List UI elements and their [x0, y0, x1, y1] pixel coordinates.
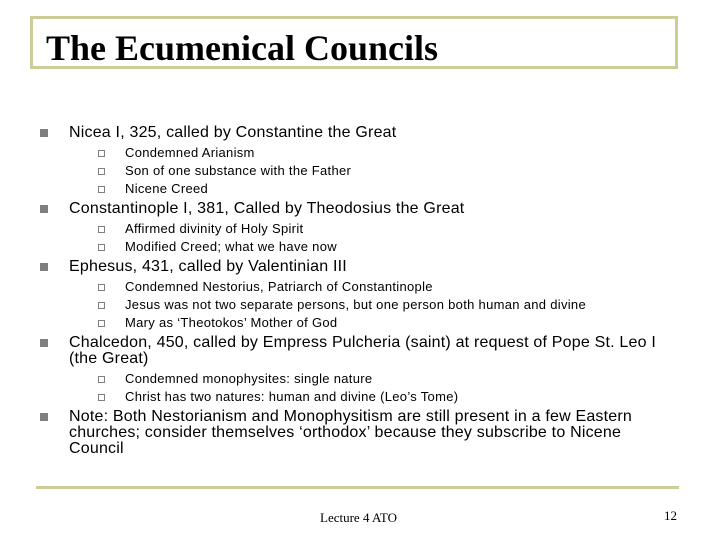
- sub-item-text: Son of one substance with the Father: [125, 163, 352, 178]
- bullet-item-constantinople: [40, 201, 680, 256]
- square-bullet-icon: [40, 263, 48, 271]
- slide-body: [40, 125, 680, 457]
- bullet-text: Chalcedon, 450, called by Empress Pulcheria (saint) at request of Pope St. Leo I (the Great): [69, 334, 656, 367]
- bullet-item-chalcedon: [40, 335, 669, 406]
- hollow-square-bullet-icon: [98, 394, 105, 401]
- hollow-square-bullet-icon: [98, 186, 105, 193]
- sub-item-text: Jesus was not two separate persons, but one person both human and divine: [125, 297, 586, 312]
- hollow-square-bullet-icon: [98, 376, 105, 383]
- sub-list: [69, 144, 680, 198]
- sub-item: [69, 388, 669, 406]
- sub-list: [69, 370, 669, 406]
- bullet-text: Note: Both Nestorianism and Monophysitism are still present in a few Eastern churches; consider themselves ‘orthodox’ because they subscribe to Nicene Council: [69, 408, 633, 457]
- bullet-item-nicea: [40, 125, 680, 198]
- hollow-square-bullet-icon: [98, 150, 105, 157]
- sub-item: [69, 144, 680, 162]
- square-bullet-icon: [40, 339, 48, 347]
- sub-item: [69, 162, 680, 180]
- square-bullet-icon: [40, 413, 48, 421]
- sub-item-text: Affirmed divinity of Holy Spirit: [125, 221, 304, 236]
- sub-item: [69, 314, 680, 332]
- sub-list: [69, 278, 680, 332]
- sub-item: [69, 180, 680, 198]
- hollow-square-bullet-icon: [98, 284, 105, 291]
- hollow-square-bullet-icon: [98, 168, 105, 175]
- sub-item-text: Condemned monophysites: single nature: [125, 371, 373, 386]
- square-bullet-icon: [40, 205, 48, 213]
- sub-item-text: Christ has two natures: human and divine (Leo’s Tome): [125, 389, 459, 404]
- sub-item-text: Condemned Nestorius, Patriarch of Constantinople: [125, 279, 433, 294]
- title-frame-top-rule: [30, 16, 678, 19]
- slide-title: The Ecumenical Councils: [46, 28, 439, 68]
- title-frame-right-rule: [675, 16, 678, 66]
- title-frame-left-rule: [30, 16, 33, 66]
- sub-item: [69, 238, 680, 256]
- hollow-square-bullet-icon: [98, 244, 105, 251]
- sub-item-text: Mary as ‘Theotokos’ Mother of God: [125, 315, 338, 330]
- sub-item-text: Nicene Creed: [125, 181, 209, 196]
- sub-item: [69, 220, 680, 238]
- sub-item: [69, 370, 669, 388]
- sub-item-text: Modified Creed; what we have now: [125, 239, 337, 254]
- square-bullet-icon: [40, 129, 48, 137]
- hollow-square-bullet-icon: [98, 320, 105, 327]
- hollow-square-bullet-icon: [98, 226, 105, 233]
- sub-item-text: Condemned Arianism: [125, 145, 255, 160]
- bullet-text: Constantinople I, 381, Called by Theodosius the Great: [69, 200, 465, 217]
- page-number: 12: [664, 508, 677, 523]
- bullet-text: Ephesus, 431, called by Valentinian III: [69, 258, 347, 275]
- footer-text: Lecture 4 ATO: [320, 510, 398, 525]
- bullet-text: Nicea I, 325, called by Constantine the Great: [69, 124, 397, 141]
- bullet-item-ephesus: [40, 259, 680, 332]
- sub-list: [69, 220, 680, 256]
- bullet-item-note: [40, 409, 679, 457]
- hollow-square-bullet-icon: [98, 302, 105, 309]
- sub-item: [69, 278, 680, 296]
- sub-item: [69, 296, 680, 314]
- footer-rule: [36, 486, 679, 489]
